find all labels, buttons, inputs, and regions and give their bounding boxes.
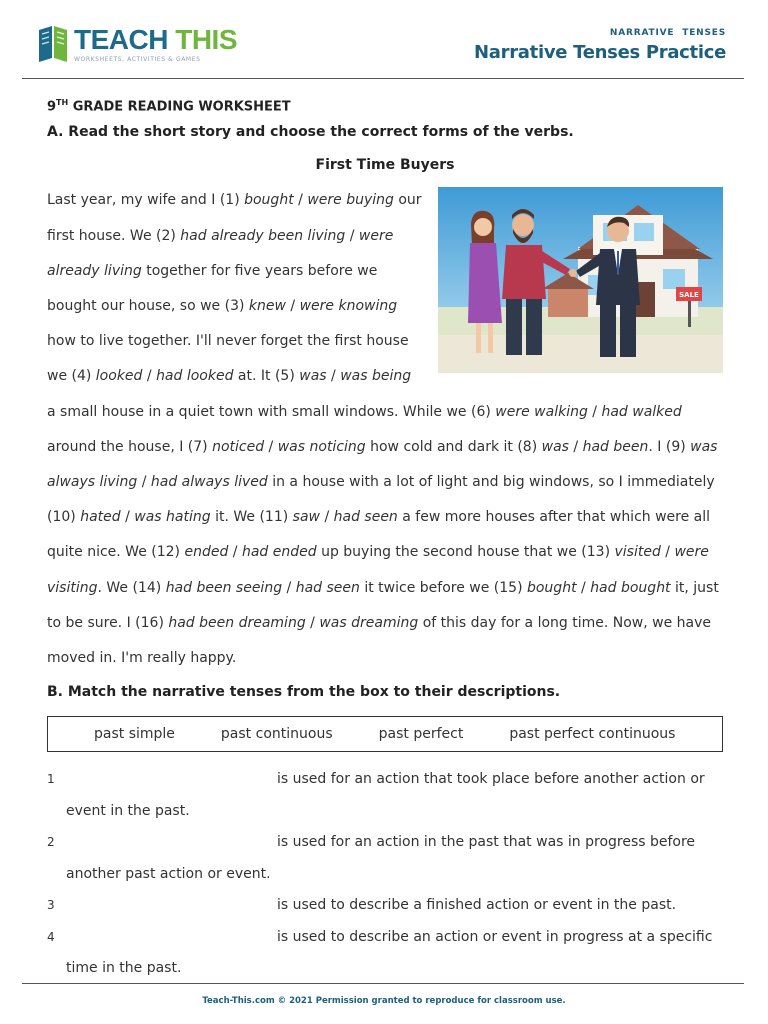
item-description-continued: another past action or event. (66, 865, 271, 882)
matching-item (47, 764, 723, 827)
tense-option: past perfect continuous (509, 726, 676, 743)
section-a-instructions: A. Read the short story and choose the correct forms of the verbs. (47, 124, 574, 141)
item-number: 4 (47, 929, 55, 944)
matching-item (47, 922, 723, 985)
page-header (22, 18, 744, 78)
house-buyers-illustration (438, 187, 723, 373)
tense-option: past simple (94, 726, 175, 743)
header-divider (22, 78, 744, 79)
story-title: First Time Buyers (315, 157, 455, 174)
logo-tagline: WORKSHEETS, ACTIVITIES & GAMES (74, 55, 201, 63)
grade-heading: 9TH GRADE READING WORKSHEET (47, 98, 291, 115)
sale-sign-text: SALE (679, 291, 699, 300)
footer-copyright: © 2021 Permission granted to reproduce for classroom use. (274, 996, 566, 1006)
section-b-instructions: B. Match the narrative tenses from the box to their descriptions. (47, 684, 561, 701)
item-number: 2 (47, 835, 55, 850)
item-description: is used to describe a finished action or event in the past. (277, 897, 677, 914)
footer-divider (22, 983, 744, 984)
worksheet-body (47, 98, 723, 985)
item-description: is used for an action in the past that was in progress before (277, 834, 696, 851)
topic-label: NARRATIVE TENSES (609, 28, 726, 38)
book-logo-icon (36, 24, 70, 64)
matching-list (47, 764, 723, 985)
page-footer (0, 996, 768, 1006)
footer-site-link[interactable]: Teach-This.com (202, 996, 275, 1006)
item-description-continued: event in the past. (66, 802, 190, 819)
teach-this-logo (36, 24, 237, 64)
matching-item (47, 890, 723, 922)
item-description-continued: time in the past. (66, 960, 182, 977)
tense-option: past continuous (220, 726, 333, 743)
worksheet-title: Narrative Tenses Practice (474, 42, 726, 63)
tense-option: past perfect (378, 726, 464, 743)
item-description: is used for an action that took place before another action or (277, 771, 705, 788)
story-text: SALE Last year, my wife and I (1) bought / were buying our first house. We (2) had already been living / were already living together for five years before we bought our house, so we (3) knew / were knowing how to live together. I'll never forget the first house we (4) looked / had looked at. It (5) was / was being a small house in a quiet town with small windows. While we (6) were walking / had walked around the house, I (7) noticed / was noticing how cold and dark it (8) was / had been. I (9) was always living / had always lived in a house with a lot of light and big windows, so I immediately (10) hated / was hating it. We (11) saw / had seen a few more houses after that which were all quite nice. We (12) ended / had ended up buying the second house that we (13) visited / were visiting. We (14) had been seeing / had seen it twice before we (15) bought / had bought it, just to be sure. I (16) had been dreaming / was dreaming of this day for a long time. Now, we have moved in. I'm really happy. (47, 183, 723, 676)
logo-wordmark: TEACH THIS (74, 23, 238, 55)
item-description: is used to describe an action or event in progress at a specific (277, 928, 713, 945)
matching-item (47, 827, 723, 890)
item-number: 1 (47, 772, 55, 787)
item-number: 3 (47, 898, 55, 913)
tense-word-box (47, 716, 723, 752)
